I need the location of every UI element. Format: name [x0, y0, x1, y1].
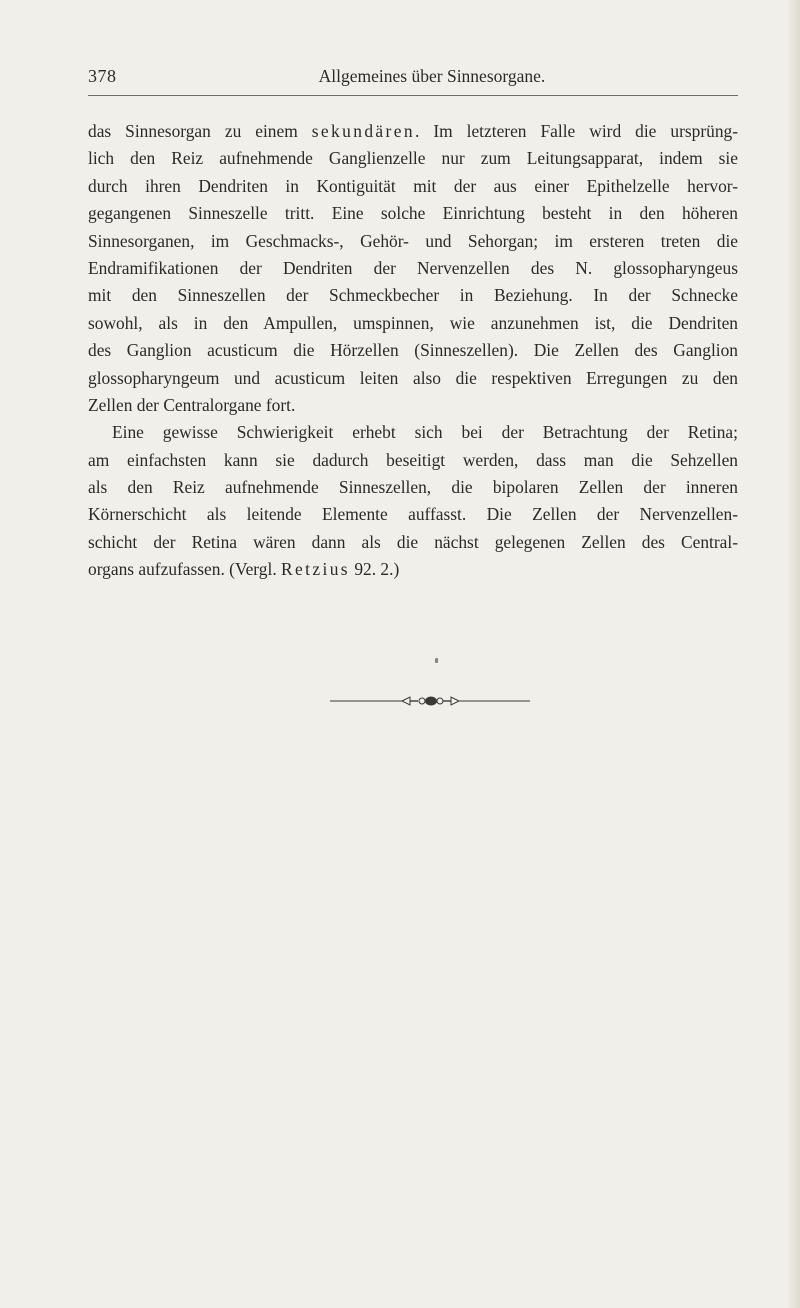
author-name: Retzius [281, 559, 350, 580]
text-line: Körnerschicht als leitende Elemente auffasst. Die Zellen der Nervenzellen- [88, 504, 738, 525]
page-number: 378 [88, 66, 117, 86]
text-line: Sinnesorganen, im Geschmacks-, Gehör- und Sehorgan; im ersteren treten die [88, 230, 738, 251]
text-line: schicht der Retina wären dann als die nächst gelegenen Zellen des Central- [88, 531, 738, 552]
page-edge-shadow [786, 0, 800, 1308]
text-line: am einfachsten kann sie dadurch beseitigt werden, dass man die Sehzellen [88, 449, 738, 470]
body-text [88, 118, 738, 584]
text-line: Zellen der Centralorgane fort. [88, 394, 296, 415]
text-line: sowohl, als in den Ampullen, umspinnen, wie anzunehmen ist, die Dendriten [88, 312, 738, 333]
text-line: glossopharyngeum und acusticum leiten also die respektiven Erregungen zu den [88, 367, 738, 388]
text-line: gegangenen Sinneszelle tritt. Eine solche Einrichtung besteht in den höheren [88, 203, 738, 224]
text-line: das Sinnesorgan zu einem sekundären. Im letzteren Falle wird die ursprüng- [88, 121, 738, 141]
text-line: mit den Sinneszellen der Schmeckbecher in Beziehung. In der Schnecke [88, 285, 738, 306]
running-title: Allgemeines über Sinnesorgane. [318, 66, 546, 86]
text-line: durch ihren Dendriten in Kontiguität mit der aus einer Epithelzelle hervor- [88, 175, 738, 196]
text-line: lich den Reiz aufnehmende Ganglienzelle nur zum Leitungsapparat, indem sie [88, 148, 738, 169]
text-line: des Ganglion acusticum die Hörzellen (Sinneszellen). Die Zellen des Ganglion [88, 340, 738, 361]
text-line: Endramifikationen der Dendriten der Nervenzellen des N. glossopharyngeus [88, 257, 738, 278]
text-line: als den Reiz aufnehmende Sinneszellen, die bipolaren Zellen der inneren [88, 477, 738, 498]
print-speck [435, 658, 438, 663]
emphasized-term: sekundären [311, 121, 415, 141]
text-line: organs aufzufassen. (Vergl. Retzius 92. 2.) [88, 559, 400, 580]
header-rule [88, 95, 738, 96]
page-header [88, 66, 738, 92]
text-line: Eine gewisse Schwierigkeit erhebt sich bei der Betrachtung der Retina; [112, 422, 738, 443]
section-end-ornament [330, 694, 530, 708]
